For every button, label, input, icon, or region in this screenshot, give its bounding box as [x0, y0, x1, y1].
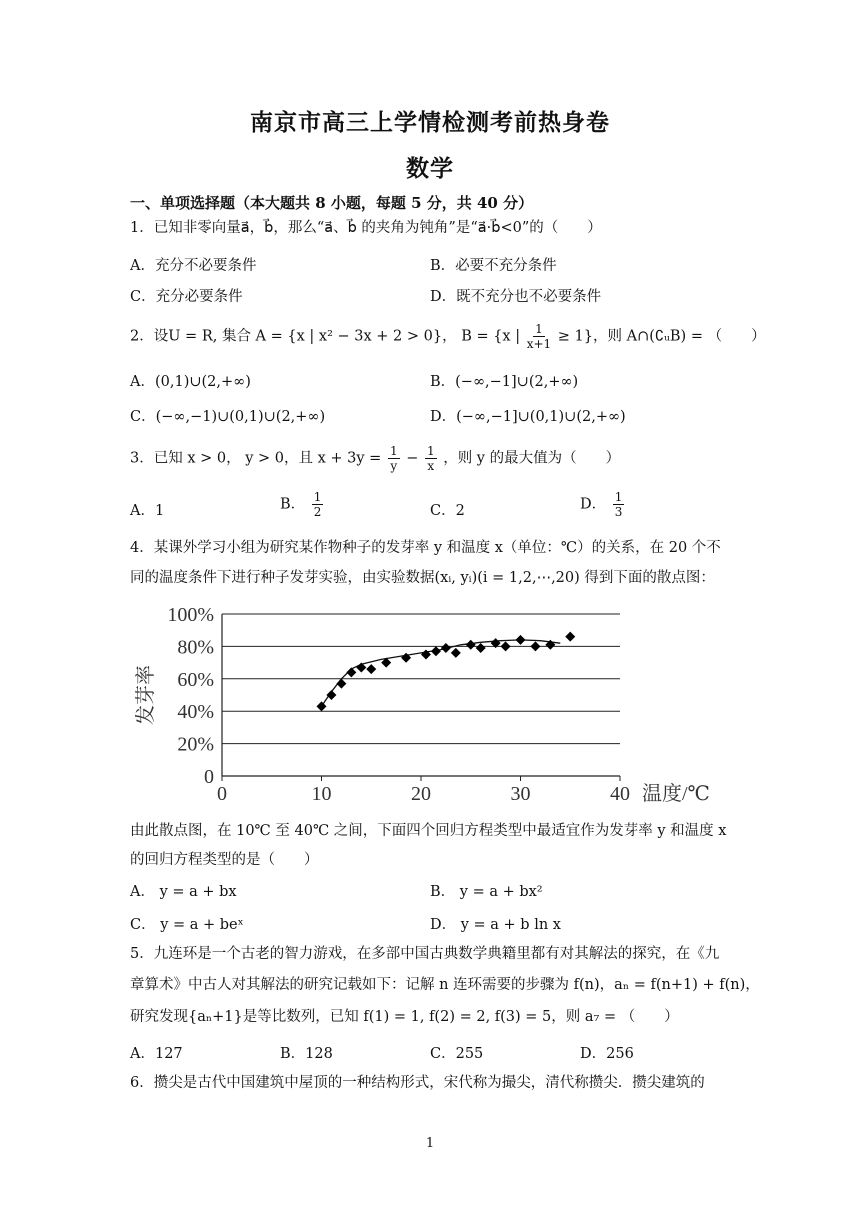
q2-stem-tail: ≥ 1}，则 A∩(∁ᵤB) = （ ）: [557, 328, 766, 345]
q4-option-a: A． y = a + bx: [130, 884, 237, 900]
q4-line1: 4．某课外学习小组为研究某作物种子的发芽率 y 和温度 x（单位：℃）的关系，在 20 个不: [130, 540, 721, 556]
y-tick-label: 80%: [177, 636, 214, 659]
x-tick-label: 30: [510, 783, 531, 805]
y-axis-label: 发芽率: [135, 665, 157, 725]
y-tick-labels: [167, 604, 214, 788]
data-point: [317, 701, 327, 711]
q3-option-a: A．1: [130, 503, 165, 519]
q1-option-d: D．既不充分也不必要条件: [430, 289, 602, 305]
x-tick-labels: [217, 783, 630, 805]
q4-after1: 由此散点图，在 10℃ 至 40℃ 之间，下面四个回归方程类型中最适宜作为发芽率 y 和温度 x: [130, 823, 727, 839]
q2-option-d: D．(−∞,−1]∪(0,1)∪(2,+∞): [430, 409, 626, 425]
subject-title: 数学: [406, 155, 454, 182]
data-point: [516, 635, 526, 645]
q3-minus: −: [406, 450, 419, 467]
q3-stem: [130, 444, 620, 473]
q4-option-b: B． y = a + bx²: [430, 884, 543, 900]
data-point: [501, 641, 511, 651]
data-point: [530, 641, 540, 651]
q2-option-a: A．(0,1)∪(2,+∞): [130, 374, 251, 390]
q3-f1-den: y: [390, 459, 398, 473]
data-point: [565, 632, 575, 642]
q5-line3: 研究发现{aₙ+1}是等比数列，已知 f(1) = 1, f(2) = 2, f(3) = 5，则 a₇ = （ ）: [130, 1009, 679, 1025]
page-title: 南京市高三上学情检测考前热身卷: [250, 109, 610, 136]
q2-frac-num: 1: [535, 322, 543, 336]
q3-fraction-2: [425, 444, 437, 473]
y-tick-label: 60%: [177, 668, 214, 691]
q5-line2: 章算术》中古人对其解法的研究记载如下：记解 n 连环需要的步骤为 f(n)，aₙ = f(n+1) + f(n)，: [130, 977, 760, 993]
x-tick-label: 0: [217, 783, 227, 805]
data-point: [431, 646, 441, 656]
data-point: [476, 643, 486, 653]
q6-line1: 6．攒尖是古代中国建筑中屋顶的一种结构形式，宋代称为撮尖，清代称攒尖．攒尖建筑的: [130, 1075, 705, 1091]
data-point: [451, 648, 461, 658]
q4-option-d: D． y = a + b ln x: [430, 917, 561, 933]
x-tick-label: 20: [411, 783, 431, 805]
q3-option-d: [580, 490, 626, 519]
scatter-chart: [120, 598, 720, 808]
y-tick-label: 20%: [177, 733, 214, 756]
x-tick-label: 40: [610, 783, 630, 805]
q3-stem-post: ，则 y 的最大值为（ ）: [443, 450, 621, 467]
q4-option-c: C． y = a + beˣ: [130, 917, 244, 933]
q2-option-b: B．(−∞,−1]∪(2,+∞): [430, 374, 579, 390]
data-point: [346, 667, 356, 677]
q3-fraction-1: [388, 444, 400, 473]
data-point: [366, 664, 376, 674]
q2-fraction: [527, 322, 551, 351]
chart-axes: [222, 614, 620, 781]
q3-option-d-frac: [613, 490, 625, 519]
y-tick-label: 100%: [167, 604, 214, 626]
section-heading: 一、单项选择题（本大题共 8 小题，每题 5 分，共 40 分）: [130, 194, 534, 212]
q3-stem-pre: 3．已知 x > 0， y > 0，且 x + 3y =: [130, 450, 382, 467]
q2-option-c: C．(−∞,−1)∪(0,1)∪(2,+∞): [130, 409, 326, 425]
q1-option-c: C．充分必要条件: [130, 289, 243, 305]
q2-frac-den: x+1: [526, 337, 552, 351]
q3-d-num: 1: [614, 490, 623, 504]
y-tick-label: 0: [204, 766, 214, 788]
data-point: [441, 643, 451, 653]
data-point: [336, 679, 346, 689]
q4-after2: 的回归方程类型的是（ ）: [130, 852, 319, 868]
q3-option-b-frac: [312, 490, 324, 519]
q3-f1-num: 1: [389, 444, 398, 458]
q4-line2: 同的温度条件下进行种子发芽实验，由实验数据(xᵢ, yᵢ)(i = 1,2,⋯,20) 得到下面的散点图：: [130, 570, 715, 586]
q3-option-c: C．2: [430, 503, 465, 519]
q3-option-d-label: D．: [580, 496, 607, 513]
data-point: [466, 640, 476, 650]
q3-b-num: 1: [313, 490, 322, 504]
q3-option-b-label: B．: [280, 496, 306, 513]
q3-d-den: 3: [614, 505, 623, 519]
q2-stem-set-a: 2．设U = R, 集合 A = {x | x² − 3x + 2 > 0}，: [130, 328, 457, 345]
chart-gridlines: [222, 614, 620, 744]
page-number: 1: [425, 1136, 435, 1151]
q5-option-c: C．255: [430, 1046, 484, 1062]
q5-option-d: D．256: [580, 1046, 634, 1062]
y-tick-label: 40%: [177, 701, 214, 724]
q1-option-a: A．充分不必要条件: [130, 258, 257, 274]
q5-option-a: A．127: [130, 1046, 183, 1062]
q3-f2-num: 1: [426, 444, 435, 458]
q2-stem-set-b: B = {x |: [461, 328, 521, 345]
q3-b-den: 2: [313, 505, 322, 519]
data-point: [326, 690, 336, 700]
q5-line1: 5．九连环是一个古老的智力游戏，在多部中国古典数学典籍里都有对其解法的探究，在《九: [130, 946, 720, 962]
q2-stem: [130, 322, 766, 351]
q3-f2-den: x: [427, 459, 435, 473]
scatter-points: [317, 632, 576, 712]
q3-option-b: [280, 490, 325, 519]
q5-option-b: B．128: [280, 1046, 333, 1062]
x-tick-label: 10: [311, 783, 332, 805]
x-axis-label: 温度/℃: [642, 783, 710, 805]
q1-option-b: B．必要不充分条件: [430, 258, 557, 274]
trend-curve: [322, 640, 561, 706]
q1-stem: 1．已知非零向量a⃗，b⃗，那么“a⃗、b⃗ 的夹角为钝角”是“a⃗·b⃗<0”的（ ）: [130, 220, 602, 236]
